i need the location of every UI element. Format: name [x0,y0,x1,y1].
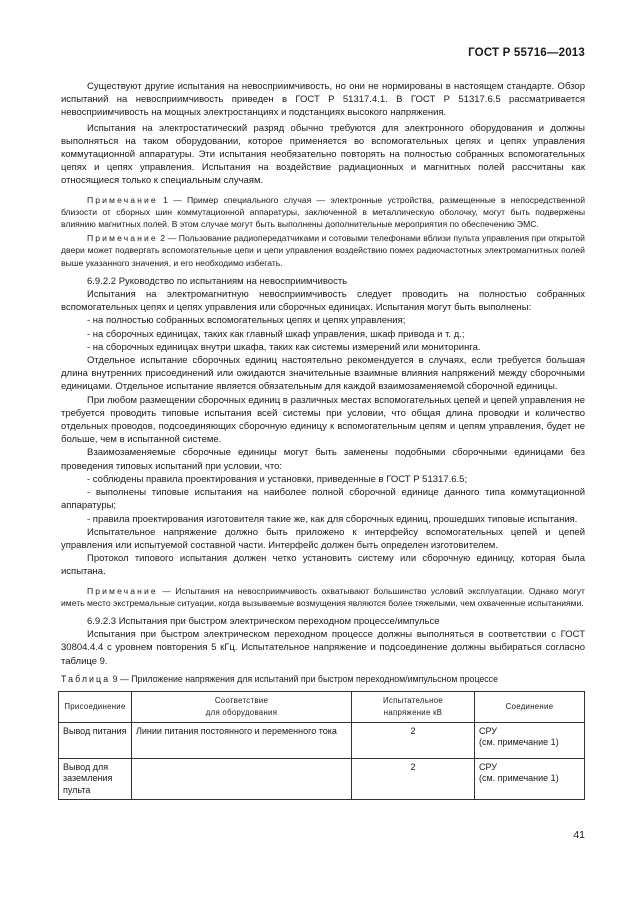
paragraph: Испытательное напряжение должно быть приложено к интерфейсу вспомогательных цепей и цепей управления или испытуемой составной части. Интерфейс должен быть определен изготовителем. [61,526,585,551]
table-cell: 2 [352,722,475,758]
paragraph: Существуют другие испытания на невосприимчивость, но они не нормированы в настоящем стандарте. Обзор испытаний на невосприимчивость приведен в ГОСТ Р 51317.4.1. В ГОСТ Р 51317.6.5 рассматривается невосприимчивость на мощных электростанциях и подстанциях высокого напряжения. [61,81,585,119]
note-1 [61,194,585,231]
standard-header: ГОСТ Р 55716—2013 [468,47,585,59]
table-row [59,722,585,758]
header-cell: Испытательное напряжение кВ [352,691,475,722]
page-content [61,80,585,800]
list-item: - на сборочных единицах внутри шкафа, таких как системы измерений или мониторинга. [87,341,481,353]
table-caption-text: 9 — Приложение напряжения для испытаний при быстром переходном/импульсном процессе [110,673,498,684]
note-3 [61,585,585,609]
header-cell: Соединение [475,691,585,722]
note-text: — Испытания на невосприимчивость охватывают большинство условий эксплуатации. Однако могут иметь место экстремальные ситуации, когда вызываемые возмущения являются более тяжелыми, чем охваченные испытаниями. [61,585,585,608]
table-cell: Линии питания постоянного и переменного тока [132,722,352,758]
paragraph: Отдельное испытание сборочных единиц настоятельно рекомендуется в случаях, если требуется большая длина внутренних присоединений или ожидаются значительные взаимные влияния напряжений между сборочными единицами. Отдельное испытание является обязательным для каждой взаимозаменяемой сборочной единицы. [61,355,585,393]
list-item: - соблюдены правила проектирования и установки, приведенные в ГОСТ Р 51317.6.5; [87,473,468,485]
note-2 [61,232,585,269]
table-cell: Вывод для заземления пульта [59,758,132,800]
paragraph: При любом размещении сборочных единиц в различных местах вспомогательных цепей и цепей управления не требуется проводить типовые испытания всей системы при условии, что общая длина проводки и количество отдельных проводов, подсоединяющих сборочную единицу к вспомогательным цепям и цепям управления, будет не больше, чем в испытанной системе. [61,394,585,446]
header-cell: Присоединение [59,691,132,722]
note-text: 1 — Пример специального случая — электронные устройства, размещенные в непосредственной близости от сборных шин коммутационной аппаратуры, заключенной в металлическую оболочку, могут быть подвержены влиянию магнитных полей. В этом случае могут быть выполнены дополнительные мероприятия по обеспечению ЭМС. [61,194,585,230]
table-caption [61,673,585,685]
note-label: Примечание [87,233,158,244]
paragraph: Испытания на электромагнитную невосприимчивость следует проводить на полностью собранных вспомогательных цепях и цепях управления или сборочных единицах. Испытания могут быть выполнены: [61,289,585,314]
table-cell: СРУ (см. примечание 1) [475,722,585,758]
note-label: Примечание [87,194,158,205]
section-title: 6.9.2.3 Испытания при быстром электрическом переходном процессе/импульсе [87,615,440,627]
table-caption-label: Таблица [61,673,111,684]
table-header-row [59,691,585,722]
paragraph: Протокол типового испытания должен четко установить систему или сборочную единицу, которая была испытана. [61,553,585,578]
table-row [59,758,585,800]
table-cell: Вывод питания [59,722,132,758]
paragraph: Испытания при быстром электрическом переходном процессе должны выполняться в соответствии с ГОСТ 30804.4.4 с уровнем повторения 5 кГц. Испытательное напряжение и подсоединение должны выбираться согласно таблице 9. [61,629,585,667]
paragraph: Испытания на электростатический разряд обычно требуются для электронного оборудования и должны выполняться на таком оборудовании, которое применяется во вспомогательных цепях и цепях управления коммутационной аппаратуры. Эти испытания необязательно повторять на полностью собранных вспомогательных цепях и цепях управления. Испытания на воздействие радиационных и магнитных полей рассчитаны как относящиеся только к специальным случаям. [61,122,585,187]
list-item: - правила проектирования изготовителя такие же, как для сборочных единиц, прошедших типовые испытания. [87,513,578,525]
table-cell: 2 [352,758,475,800]
note-label: Примечание [87,585,158,596]
header-cell: Соответствие для оборудования [132,691,352,722]
table-9 [58,691,585,801]
section-title: 6.9.2.2 Руководство по испытаниям на невосприимчивость [87,275,348,287]
list-item: - выполнены типовые испытания на наиболее полной сборочной единице данного типа коммутационной аппаратуры; [61,487,585,512]
paragraph: Взаимозаменяемые сборочные единицы могут быть заменены подобными сборочными единицами без проведения типовых испытаний при условии, что: [61,447,585,472]
page-number: 41 [573,829,585,841]
list-item: - на полностью собранных вспомогательных цепях и цепях управления; [87,315,406,327]
note-text: 2 — Пользование радиопередатчиками и сотовыми телефонами вблизи пульта управления при открытой двери может подвергать вспомогательные цепи и цепи управления воздействию помех радиочастотных электромагнитных полей выше указанного значения, и его необходимо избегать. [61,233,585,268]
table-cell: СРУ (см. примечание 1) [475,758,585,800]
list-item: - на сборочных единицах, таких как главный шкаф управления, шкаф привода и т. д.; [87,328,465,340]
table-cell [132,758,352,800]
